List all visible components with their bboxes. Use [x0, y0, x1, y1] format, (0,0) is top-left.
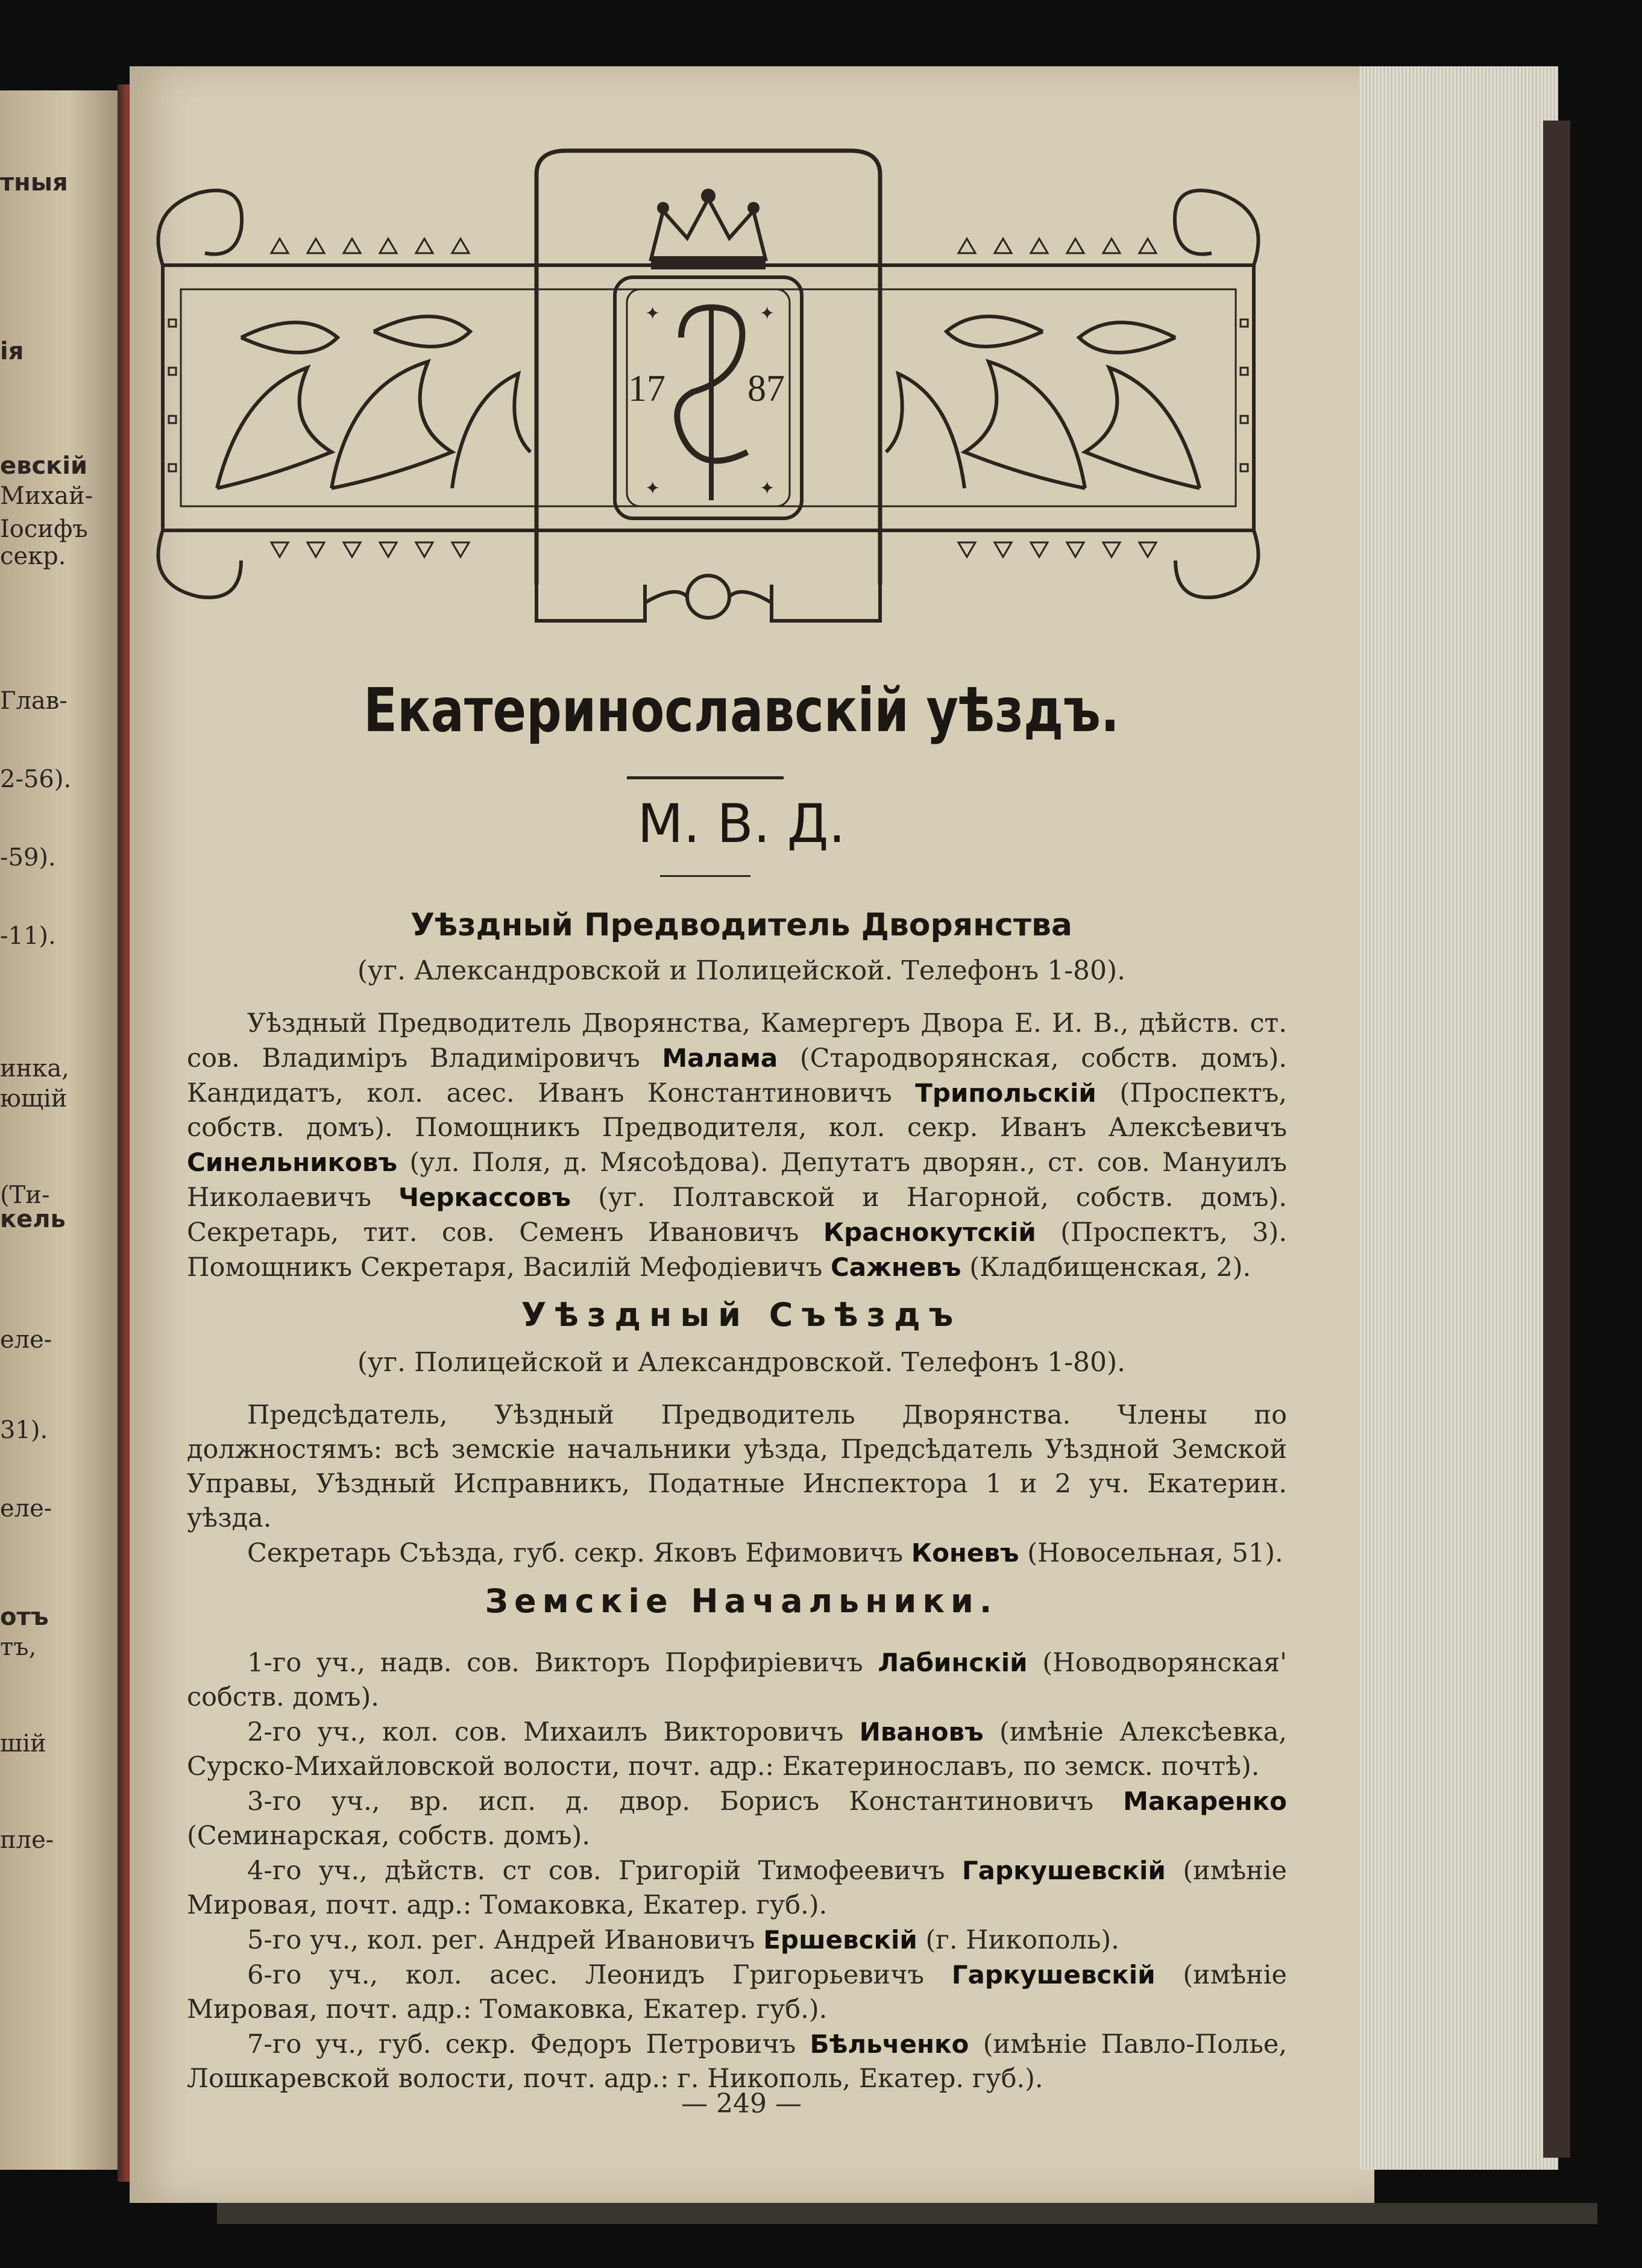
- section-heading-predvoditel: Уѣздный Предводитель Дворянства: [410, 907, 1073, 943]
- name-cherkassov: Черкассовъ: [398, 1183, 571, 1212]
- ornamental-header: [151, 139, 1266, 645]
- svg-text:✦: ✦: [645, 303, 661, 324]
- year-left: 17: [628, 368, 665, 409]
- page-edges: [1359, 66, 1558, 2170]
- left-page-fragment: тъ,: [0, 1633, 37, 1661]
- left-page-fragment: пле-: [0, 1826, 54, 1854]
- sezd-paragraph: Предсѣдатель, Уѣздный Предводитель Дворянства. Члены по должностямъ: всѣ земскіе начальники уѣзда, Предсѣдатель Уѣздной Земской Управы, Уѣздный Исправникъ, Податные Инспектора 1 и 2 уч. Екатерин. уѣзда. Секретарь Съѣзда, губ. секр. Яковъ Ефимовичъ Коневъ (Новосельная, 51).: [187, 1400, 1287, 1568]
- cover-edge: [1543, 121, 1570, 2158]
- left-page-fragment: тныя: [0, 169, 68, 196]
- page-title: Екатеринославскій уѣздъ.: [363, 675, 1119, 746]
- zemsky-entry: 6-го уч., кол. асес. Леонидъ Григорьевичъ Гаркушевскій (имѣніе Мировая, почт. адр.: Томаковка, Екатер. губ.).: [187, 1960, 1288, 2025]
- svg-text:✦: ✦: [760, 303, 775, 324]
- section-heading-zemskie: Земскіе Начальники.: [485, 1582, 998, 1620]
- left-page-fragment: еле-: [0, 1326, 52, 1354]
- left-page-fragment: шій: [0, 1730, 46, 1758]
- left-page-fragment: еле-: [0, 1495, 52, 1522]
- left-page-fragment: ющій: [0, 1085, 68, 1113]
- official-name: Гаркушевскій: [961, 1856, 1166, 1885]
- name-malama: Малама: [662, 1043, 778, 1073]
- predvoditel-address: (уг. Александровской и Полицейской. Телефонъ 1-80).: [357, 955, 1126, 986]
- left-page-fragment: кель: [0, 1205, 66, 1233]
- zemsky-entry: 3-го уч., вр. исп. д. двор. Борисъ Константиновичъ Макаренко (Семинарская, собств. домъ).: [187, 1786, 1287, 1851]
- left-page-fragment: Іосифъ: [0, 515, 88, 543]
- left-page-fragment: Глав-: [0, 687, 68, 715]
- left-page-fragment: инка,: [0, 1055, 69, 1082]
- left-page-fragment: -59).: [0, 844, 56, 872]
- left-page-fragment: секр.: [0, 542, 66, 570]
- crown-icon: [651, 189, 766, 269]
- zemsky-entry: 5-го уч., кол. рег. Андрей Ивановичъ Ершевскій (г. Никополь).: [247, 1925, 1119, 1955]
- svg-text:✦: ✦: [760, 478, 775, 499]
- left-page-fragment: Михай-: [0, 482, 93, 510]
- zemsky-entry: 7-го уч., губ. секр. Федоръ Петровичъ Бѣльченко (имѣніе Павло-Полье, Лошкаревской волости, почт. адр.: г. Никополь, Екатер. губ.).: [187, 2029, 1287, 2094]
- official-name: Лабинскій: [878, 1648, 1028, 1677]
- zemsky-entry: 1-го уч., надв. сов. Викторъ Порфиріевичъ Лабинскій (Новодворянская' собств. домъ).: [187, 1648, 1287, 1712]
- left-page-fragment: -11).: [0, 922, 56, 950]
- left-page-fragment: отъ: [0, 1603, 49, 1631]
- name-sinelnikov: Синельниковъ: [187, 1148, 398, 1177]
- official-name: Макаренко: [1123, 1786, 1287, 1816]
- left-page-fragment: евскій: [0, 452, 88, 480]
- title-rule: [627, 776, 784, 779]
- left-page-fragment: 2-56).: [0, 765, 72, 793]
- predvoditel-paragraph: Уѣздный Предводитель Дворянства, Камергеръ Двора Е. И. В., дѣйств. ст. сов. Владиміръ Владиміровичъ Малама (Стародворянская, собств. домъ). Кандидатъ, кол. асес. Иванъ Константиновичъ Трипольскій (Проспектъ, собств. домъ). Помощникъ Предводителя, кол. секр. Иванъ Алексѣевичъ Синельниковъ (ул. Поля, д. Мясоѣдова). Депутатъ дворян., ст. сов. Мануилъ Николаевичъ Черкассовъ (уг. Полтавской и Нагорной, собств. домъ). Секретарь, тит. сов. Семенъ Ивановичъ Краснокутскій (Проспектъ, 3). Помощникъ Секретаря, Василій Мефодіевичъ Сажневъ (Кладбищенская, 2).: [187, 1008, 1288, 1283]
- svg-text:✦: ✦: [645, 478, 661, 499]
- ministry-rule: [660, 875, 750, 877]
- left-page-fragment: (Ти-: [0, 1181, 50, 1209]
- left-page-fragment: 31).: [0, 1416, 48, 1444]
- section-heading-sezd: Уѣздный Съѣздъ: [521, 1296, 962, 1334]
- name-konev: Коневъ: [911, 1538, 1019, 1568]
- name-krasnokutsky: Краснокутскій: [823, 1217, 1036, 1247]
- page-number: — 249 —: [681, 2088, 802, 2119]
- bottom-shadow: [217, 2203, 1597, 2224]
- official-name: Бѣльченко: [810, 2029, 969, 2059]
- left-page-fragment: ія: [0, 338, 24, 365]
- official-name: Ивановъ: [859, 1717, 984, 1747]
- ministry-heading: М. В. Д.: [637, 793, 846, 855]
- official-name: Гаркушевскій: [951, 1960, 1156, 1990]
- sezd-address: (уг. Полицейской и Александровской. Телефонъ 1-80).: [357, 1347, 1126, 1378]
- name-tripolsky: Трипольскій: [915, 1078, 1096, 1108]
- zemsky-entry: 2-го уч., кол. сов. Михаилъ Викторовичъ Ивановъ (имѣніе Алексѣевка, Сурско-Михайловской волости, почт. адр.: Екатеринославъ, по земск. почтѣ).: [187, 1717, 1288, 1782]
- name-sazhnev: Сажневъ: [830, 1252, 961, 1282]
- official-name: Ершевскій: [763, 1925, 917, 1955]
- year-right: 87: [747, 368, 785, 409]
- zemskie-list: [187, 1645, 1287, 2096]
- zemsky-entry: 4-го уч., дѣйств. ст сов. Григорій Тимофеевичъ Гаркушевскій (имѣніе Мировая, почт. адр.: Томаковка, Екатер. губ.).: [187, 1856, 1287, 1920]
- left-page: [0, 90, 124, 2170]
